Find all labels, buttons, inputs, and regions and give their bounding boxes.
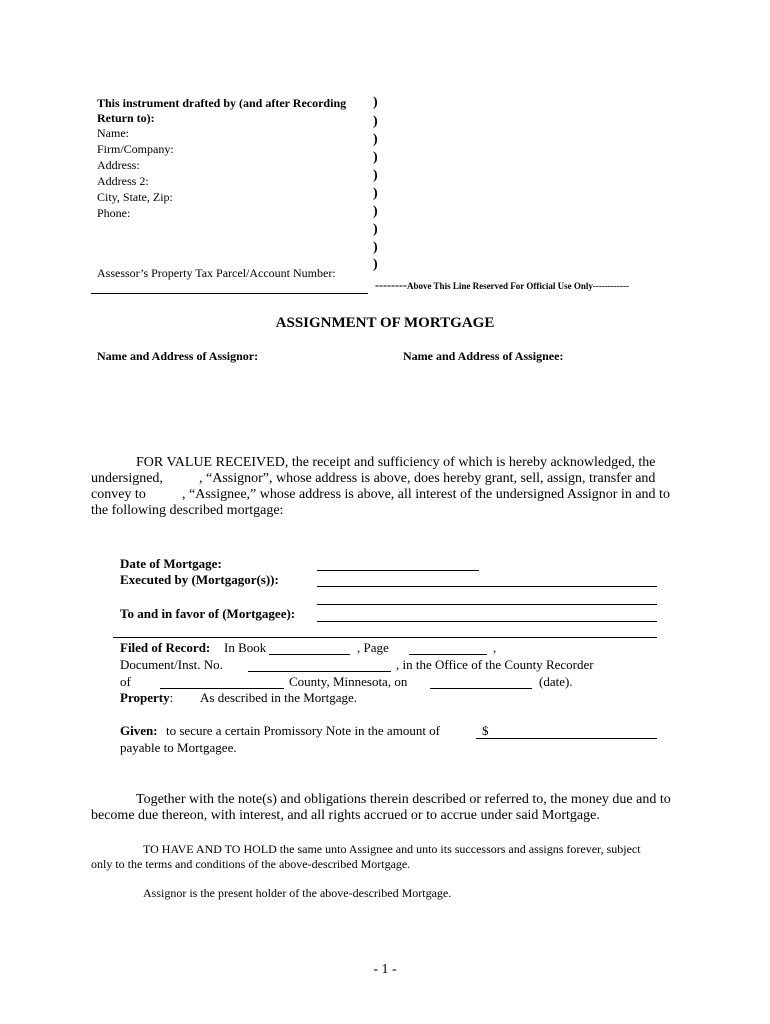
reserved-text: Above This Line Reserved For Official Use Only------------	[406, 281, 629, 291]
consideration-line-1: FOR VALUE RECEIVED, the receipt and sufficiency of which is hereby acknowledged, the	[136, 455, 656, 470]
property-text: As described in the Mortgage.	[200, 690, 358, 705]
given-text: to secure a certain Promissory Note in the amount of	[166, 723, 441, 738]
page-number: - 1 -	[373, 962, 397, 977]
address-field-label: Address:	[97, 158, 140, 172]
county-line	[160, 688, 284, 689]
present-holder-text: Assignor is the present holder of the above-described Mortgage.	[143, 886, 452, 900]
paren: )	[373, 95, 378, 110]
reserved-dashes: --------	[375, 278, 407, 292]
phone-field-label: Phone:	[97, 206, 131, 220]
return-to-label: Return to):	[97, 111, 155, 125]
habendum-line-2: only to the terms and conditions of the above-described Mortgage.	[91, 857, 411, 871]
payable-text: payable to Mortgagee.	[120, 740, 237, 755]
date-text: (date).	[539, 674, 573, 689]
drafted-by-label: This instrument drafted by (and after Recording	[97, 96, 347, 110]
firm-field-label: Firm/Company:	[97, 142, 174, 156]
amount-line	[476, 738, 657, 739]
assessor-parcel-label: Assessor’s Property Tax Parcel/Account Number:	[97, 266, 336, 280]
together-line-1: Together with the note(s) and obligations therein described or referred to, the money due and to	[136, 792, 671, 807]
address2-field-label: Address 2:	[97, 174, 149, 188]
executed-by-label: Executed by (Mortgagor(s)):	[120, 572, 279, 587]
reserved-line-notice	[375, 276, 629, 294]
consideration-line-3b: , “Assignee,” whose address is above, all interest of the undersigned Assignor in and to	[182, 487, 670, 502]
in-favor-of-label: To and in favor of (Mortgagee):	[120, 606, 296, 621]
paren: )	[373, 150, 378, 165]
document-inst-line	[248, 671, 391, 672]
recorded-date-line	[430, 688, 532, 689]
header-divider-line	[91, 293, 368, 294]
page-comma: ,	[493, 640, 497, 655]
in-book-text: In Book	[224, 640, 267, 655]
paren: )	[373, 240, 378, 255]
book-line	[269, 654, 350, 655]
assignee-label: Name and Address of Assignee:	[403, 349, 564, 363]
name-field-label: Name:	[97, 126, 129, 140]
consideration-line-2a: undersigned,	[91, 471, 163, 486]
paren: )	[373, 222, 378, 237]
filed-of-record-label: Filed of Record:	[120, 640, 211, 655]
in-favor-of-line	[317, 621, 657, 622]
paren: )	[373, 257, 378, 272]
paren: )	[373, 186, 378, 201]
property-row	[120, 690, 173, 706]
date-of-mortgage-label: Date of Mortgage:	[120, 556, 222, 571]
dollar-sign: $	[482, 723, 489, 738]
given-label: Given:	[120, 723, 158, 738]
paren: )	[373, 204, 378, 219]
consideration-line-3a: convey to	[91, 487, 146, 502]
city-state-zip-field-label: City, State, Zip:	[97, 190, 173, 204]
habendum-line-1: TO HAVE AND TO HOLD the same unto Assignee and unto its successors and assigns forever, subject	[143, 842, 641, 856]
paren: )	[373, 114, 378, 129]
county-text: County, Minnesota, on	[289, 674, 408, 689]
document-title: ASSIGNMENT OF MORTGAGE	[275, 315, 495, 331]
paren: )	[373, 132, 378, 147]
property-label: Property	[120, 690, 170, 705]
assignor-label: Name and Address of Assignor:	[97, 349, 259, 363]
office-text: , in the Office of the County Recorder	[396, 657, 594, 672]
property-colon: :	[169, 690, 174, 705]
together-line-2: become due thereon, with interest, and all rights accrued or to accrue under said Mortgage.	[91, 808, 600, 823]
paren: )	[373, 168, 378, 183]
date-of-mortgage-line	[317, 570, 479, 571]
of-text: of	[120, 674, 131, 689]
consideration-line-4: the following described mortgage:	[91, 503, 284, 518]
consideration-line-2b: , “Assignor”, whose address is above, does hereby grant, sell, assign, transfer and	[199, 471, 656, 486]
document-inst-label: Document/Inst. No.	[120, 657, 223, 672]
executed-by-line	[317, 586, 657, 587]
executed-by-line-2	[317, 604, 657, 605]
page-text: , Page	[357, 640, 389, 655]
page-line	[409, 654, 487, 655]
filed-separator-line	[113, 637, 657, 638]
